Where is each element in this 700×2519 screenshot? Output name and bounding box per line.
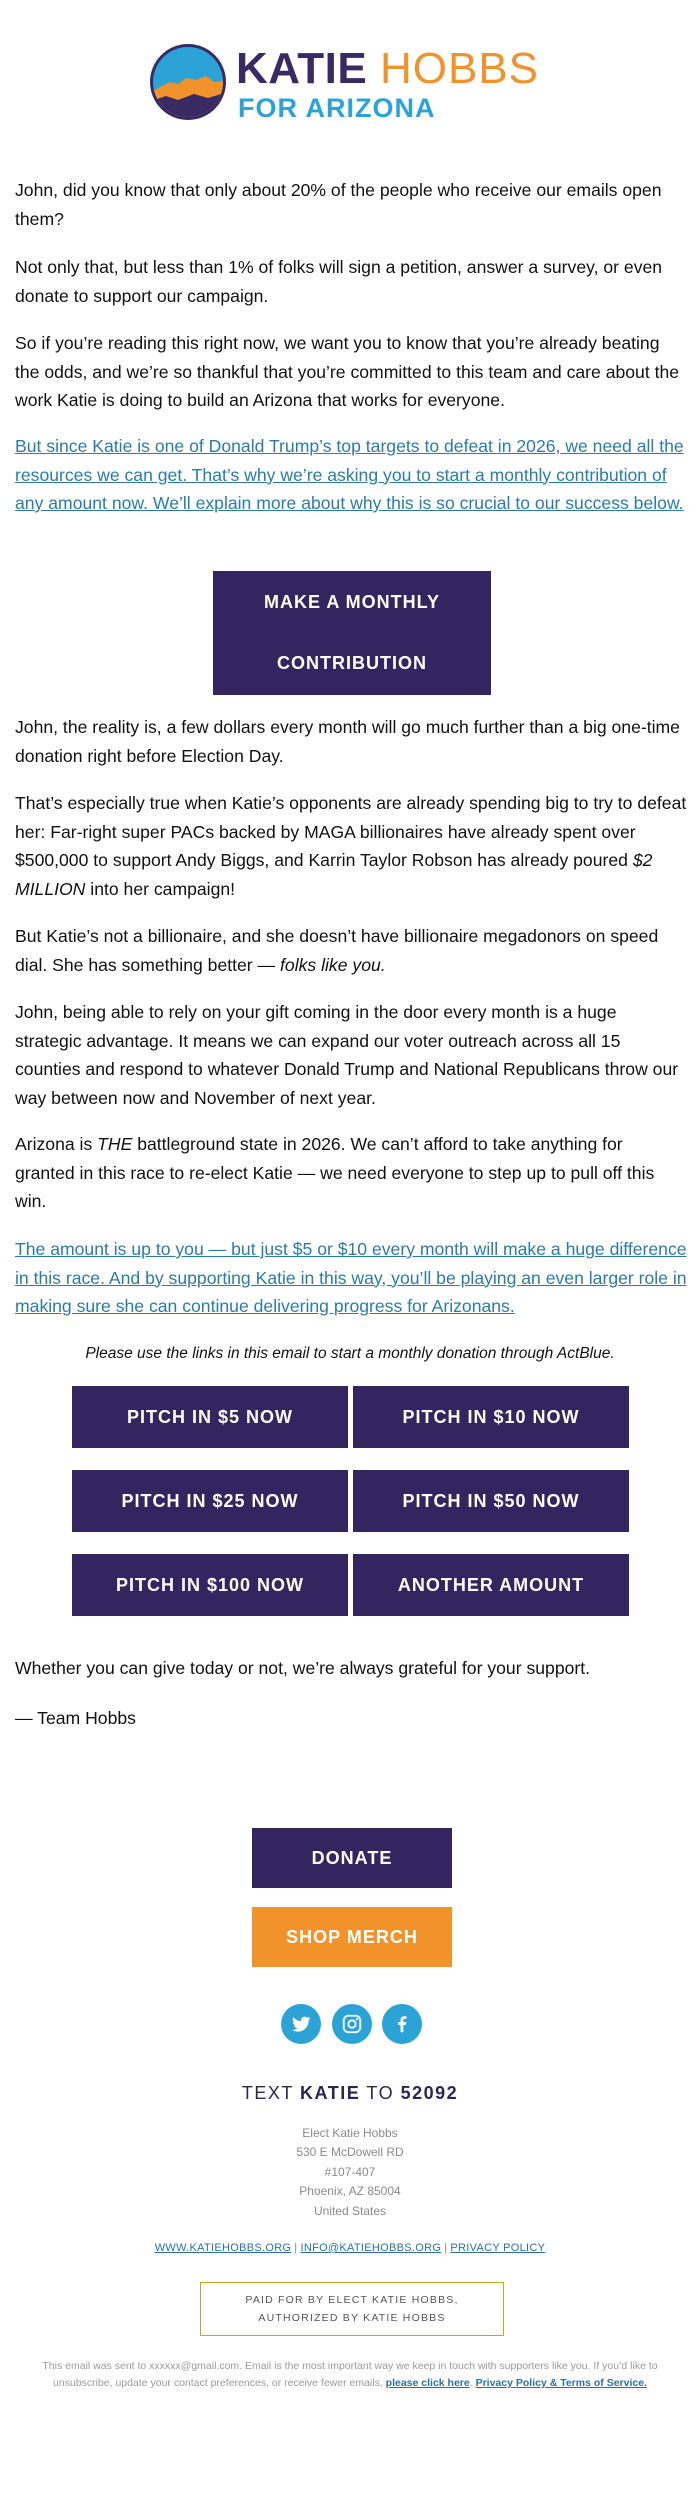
address-line: Elect Katie Hobbs bbox=[302, 2126, 398, 2140]
pitch-5-button[interactable]: PITCH IN $5 NOW bbox=[72, 1386, 348, 1448]
text-keyword: KATIE bbox=[300, 2083, 361, 2103]
make-monthly-contribution-button[interactable] bbox=[213, 571, 491, 695]
signoff: — Team Hobbs bbox=[15, 1708, 136, 1728]
email-link[interactable]: INFO@KATIEHOBBS.ORG bbox=[300, 2242, 442, 2254]
arizona-landscape-icon bbox=[148, 42, 228, 122]
paid-for-disclaimer: PAID FOR BY ELECT KATIE HOBBS, AUTHORIZED BY KATIE HOBBS bbox=[200, 2282, 504, 2336]
paragraph-battleground: Arizona is THE battleground state in 2026. We can’t afford to take anything for granted in this race to re-elect Katie — we need everyone to step up to pull off this win. bbox=[15, 1134, 655, 1211]
monthly-contribution-link[interactable]: But since Katie is one of Donald Trump’s top targets to defeat in 2026, we need all the resources we can get. That’s why we’re asking you to start a monthly contribution of any amount now. We’ll explain more about why this is so crucial to our success below. bbox=[15, 436, 684, 513]
text-to-join: TEXT KATIE TO 52092 bbox=[241, 2083, 459, 2103]
footer-links: WWW.KATIEHOBBS.ORG | INFO@KATIEHOBBS.ORG | PRIVACY POLICY bbox=[154, 2242, 546, 2254]
donate-button[interactable]: DONATE bbox=[252, 1828, 452, 1888]
paragraph-beating-odds: So if you’re reading this right now, we want you to know that you’re already beating the odds, and we’re so thankful that you’re committed to this team and care about the work Katie is doing to build an Arizona that works for everyone. bbox=[15, 333, 680, 410]
address-line: Phoenix, AZ 85004 bbox=[299, 2184, 401, 2198]
logo-subtitle: FOR ARIZONA bbox=[238, 93, 436, 123]
paragraph-grateful: Whether you can give today or not, we’re always grateful for your support. bbox=[15, 1658, 591, 1678]
text-shortcode: 52092 bbox=[400, 2083, 459, 2103]
address-line: 530 E McDowell RD bbox=[296, 2145, 404, 2159]
logo-wordmark bbox=[236, 44, 539, 94]
logo-first-name: KATIE bbox=[236, 44, 368, 93]
logo-last-name: HOBBS bbox=[379, 44, 540, 93]
campaign-logo bbox=[148, 42, 558, 128]
pitch-10-button[interactable]: PITCH IN $10 NOW bbox=[353, 1386, 629, 1448]
actblue-note: Please use the links in this email to start a monthly donation through ActBlue. bbox=[85, 1345, 615, 1362]
paragraph-opponents: That’s especially true when Katie’s opponents are already spending big to try to defeat her: Far-right super PACs backed by MAGA billionaires have already spent over $500,000 to support Andy Biggs, and Karrin Taylor Robson has already poured $2 MILLION into her campaign! bbox=[15, 793, 687, 899]
privacy-policy-link[interactable]: PRIVACY POLICY bbox=[450, 2242, 546, 2254]
pitch-25-button[interactable]: PITCH IN $25 NOW bbox=[72, 1470, 348, 1532]
paragraph-reality: John, the reality is, a few dollars every month will go much further than a big one-time donation right before Election Day. bbox=[15, 717, 680, 766]
emphasis-the: THE bbox=[97, 1134, 133, 1154]
unsubscribe-link[interactable]: please click here bbox=[385, 2377, 470, 2389]
facebook-icon[interactable] bbox=[382, 2004, 422, 2044]
emphasis-two-million: $2 MILLION bbox=[15, 850, 653, 899]
emphasis-folks-like-you: folks like you. bbox=[280, 954, 386, 975]
paragraph-not-billionaire: But Katie’s not a billionaire, and she doesn’t have billionaire megadonors on speed dial. She has something better — folks like you. bbox=[15, 926, 659, 975]
paragraph-intro: John, did you know that only about 20% of the people who receive our emails open them? bbox=[15, 180, 662, 229]
paragraph-strategic-advantage: John, being able to rely on your gift coming in the door every month is a huge strategic advantage. It means we can expand our voter outreach across all 15 counties and respond to whatever Donald Trump and National Republicans throw our way between now and November of next year. bbox=[15, 1002, 679, 1108]
address-line: #107-407 bbox=[324, 2165, 376, 2179]
another-amount-button[interactable]: ANOTHER AMOUNT bbox=[353, 1554, 629, 1616]
fine-print: This email was sent to xxxxxx@gmail.com. Email is the most important way we keep in touch with supporters like you. If you’d like to unsubscribe, update your contact preferences, or receive fewer emails, please click here. Privacy Policy & Terms of Service. bbox=[42, 2360, 658, 2389]
shop-merch-button[interactable]: SHOP MERCH bbox=[252, 1907, 452, 1967]
terms-link[interactable]: Privacy Policy & Terms of Service. bbox=[475, 2377, 647, 2389]
website-link[interactable]: WWW.KATIEHOBBS.ORG bbox=[154, 2242, 292, 2254]
amount-up-to-you-link[interactable]: The amount is up to you — but just $5 or $10 every month will make a huge difference in this race. And by supporting Katie in this way, you’ll be playing an even larger role in making sure she can continue delivering progress for Arizonans. bbox=[15, 1239, 687, 1316]
twitter-icon[interactable] bbox=[281, 2004, 321, 2044]
address-line: United States bbox=[313, 2204, 387, 2218]
monthly-button-line-2: CONTRIBUTION bbox=[277, 653, 427, 673]
pitch-50-button[interactable]: PITCH IN $50 NOW bbox=[353, 1470, 629, 1532]
pitch-100-button[interactable]: PITCH IN $100 NOW bbox=[72, 1554, 348, 1616]
monthly-button-line-1: MAKE A MONTHLY bbox=[264, 592, 440, 612]
paragraph-stats: Not only that, but less than 1% of folks will sign a petition, answer a survey, or even donate to support our campaign. bbox=[15, 257, 663, 306]
instagram-icon[interactable] bbox=[332, 2004, 372, 2044]
